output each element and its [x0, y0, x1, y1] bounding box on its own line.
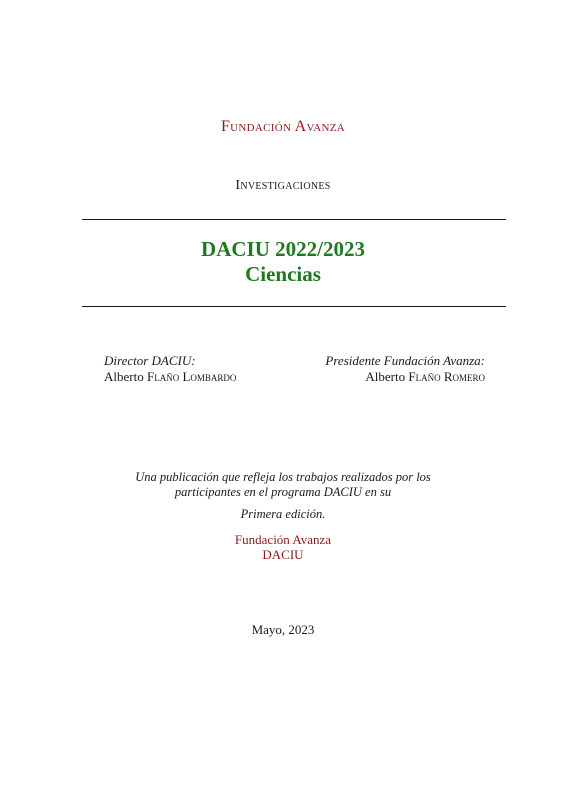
publication-date: Mayo, 2023 [251, 622, 315, 637]
director-first-name: Alberto [104, 369, 144, 384]
document-title [0, 237, 566, 287]
director-block [104, 353, 236, 385]
description-line-1: Una publicación que refleja los trabajos realizados por los [135, 470, 431, 484]
president-role: Presidente Fundación Avanza: [325, 353, 485, 368]
top-divider [82, 219, 506, 220]
bottom-divider [82, 306, 506, 307]
publisher-line-1: Fundación Avanza [234, 532, 332, 547]
president-first-name: Alberto [365, 369, 406, 384]
director-name [104, 369, 236, 385]
president-name [325, 369, 485, 385]
edition-label: Primera edición. [240, 507, 326, 521]
organization-header: Fundación Avanza [220, 118, 346, 135]
publication-description [0, 470, 566, 500]
title-line-2: Ciencias [245, 262, 321, 286]
series-label: Investigaciones [235, 178, 331, 193]
president-surname: Flaño Romero [408, 369, 485, 384]
director-surname: Flaño Lombardo [146, 369, 237, 384]
title-line-1: DACIU 2022/2023 [201, 237, 365, 261]
description-line-2: participantes en el programa DACIU en su [174, 485, 392, 499]
publisher-line-2: DACIU [262, 547, 304, 562]
president-block [325, 353, 485, 385]
publisher-block [0, 532, 566, 562]
director-role: Director DACIU: [104, 353, 196, 368]
